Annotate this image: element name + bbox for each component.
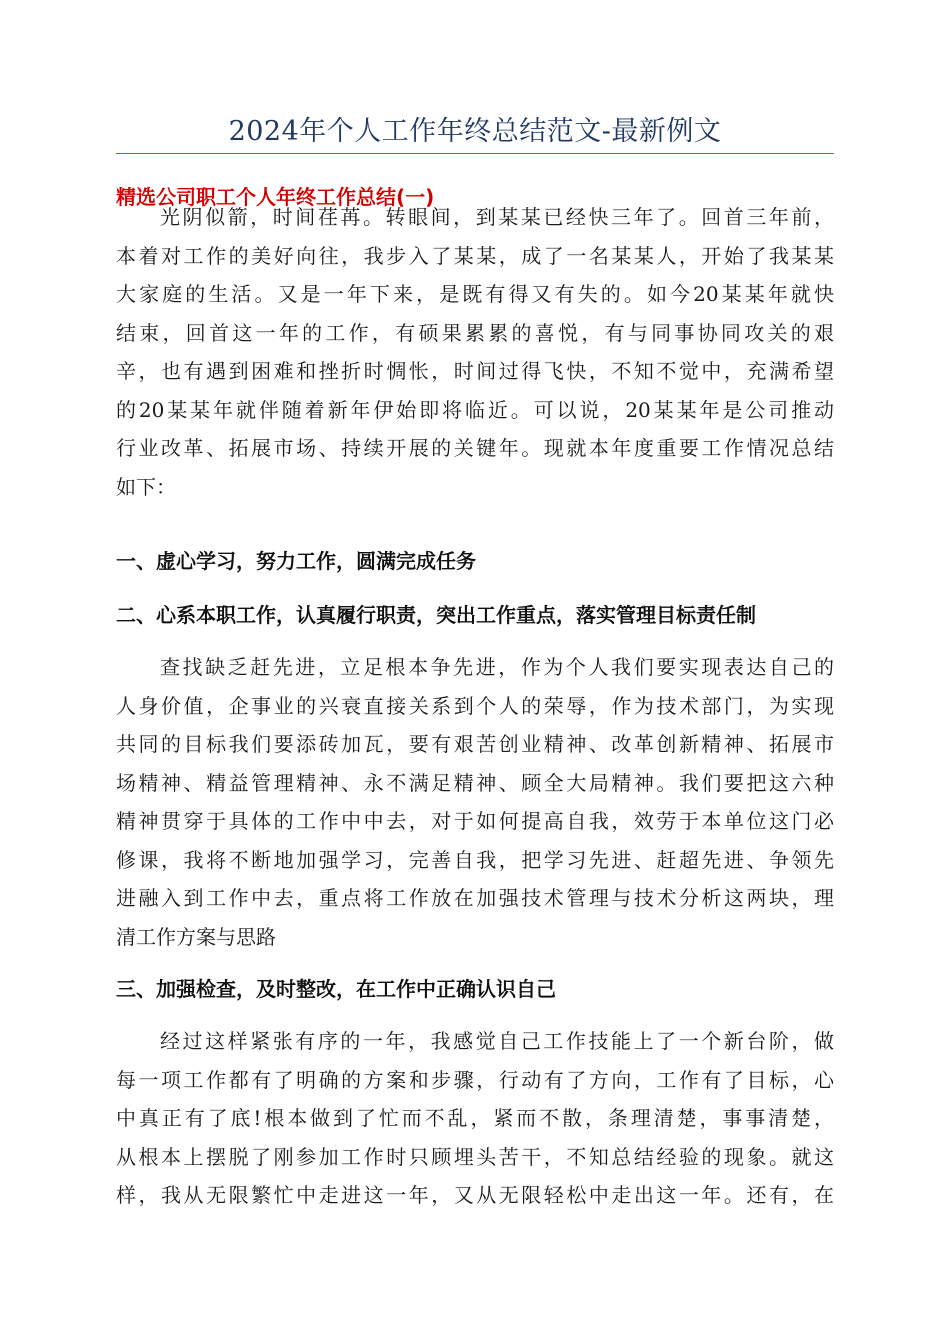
paragraph-line: 行业改革、拓展市场、持续开展的关键年。现就本年度重要工作情况总结 — [116, 436, 834, 460]
paragraph-three — [116, 1022, 834, 1215]
heading-two: 二、心系本职工作，认真履行职责，突出工作重点，落实管理目标责任制 — [116, 603, 756, 627]
paragraph-line: 大家庭的生活。又是一年下来，是既有得又有失的。如今20某某年就快 — [116, 282, 834, 306]
paragraph-line: 共同的目标我们要添砖加瓦，要有艰苦创业精神、改革创新精神、拓展市 — [116, 732, 834, 756]
paragraph-line: 样，我从无限繁忙中走进这一年，又从无限轻松中走出这一年。还有，在 — [116, 1183, 834, 1207]
paragraph-line: 经过这样紧张有序的一年，我感觉自己工作技能上了一个新台阶，做 — [160, 1029, 834, 1053]
paragraph-line: 如下： — [116, 474, 176, 499]
paragraph-line: 辛，也有遇到困难和挫折时惆怅，时间过得飞快，不知不觉中，充满希望 — [116, 359, 834, 383]
paragraph-line: 每一项工作都有了明确的方案和步骤，行动有了方向，工作有了目标，心 — [116, 1067, 834, 1092]
title-underline — [116, 153, 834, 154]
paragraph-line: 结束，回首这一年的工作，有硕果累累的喜悦，有与同事协同攻关的艰 — [116, 320, 834, 345]
paragraph-line: 修课，我将不断地加强学习，完善自我，把学习先进、赶超先进、争领先 — [116, 847, 834, 872]
heading-one: 一、虚心学习，努力工作，圆满完成任务 — [116, 549, 476, 573]
paragraph-line: 场精神、精益管理精神、永不满足精神、顾全大局精神。我们要把这六种 — [116, 770, 834, 795]
paragraph-line: 光阴似箭，时间荏苒。转眼间，到某某已经快三年了。回首三年前， — [160, 205, 834, 229]
paragraph-line: 查找缺乏赶先进，立足根本争先进，作为个人我们要实现表达自己的 — [160, 655, 834, 679]
heading-three: 三、加强检查，及时整改，在工作中正确认识自己 — [116, 977, 556, 1001]
intro-paragraph — [116, 198, 834, 506]
paragraph-line: 中真正有了底!根本做到了忙而不乱，紧而不散，条理清楚，事事清楚， — [116, 1106, 834, 1130]
document-title: 2024年个人工作年终总结范文-最新例文 — [228, 116, 722, 147]
paragraph-line: 人身价值，企事业的兴衰直接关系到个人的荣辱，作为技术部门，为实现 — [116, 693, 834, 718]
paragraph-line: 本着对工作的美好向往，我步入了某某，成了一名某某人，开始了我某某 — [116, 243, 834, 268]
paragraph-line: 精神贯穿于具体的工作中中去，对于如何提高自我，效劳于本单位这门必 — [116, 809, 834, 833]
paragraph-line: 从根本上摆脱了刚参加工作时只顾埋头苦干，不知总结经验的现象。就这 — [116, 1144, 834, 1169]
paragraph-line: 的20某某年就伴随着新年伊始即将临近。可以说，20某某年是公司推动 — [116, 397, 834, 422]
section-title: 精选公司职工个人年终工作总结(一) — [116, 185, 435, 209]
paragraph-two — [116, 648, 834, 956]
paragraph-line: 清工作方案与思路 — [116, 924, 276, 949]
paragraph-line: 进融入到工作中去，重点将工作放在加强技术管理与技术分析这两块，理 — [116, 886, 834, 910]
